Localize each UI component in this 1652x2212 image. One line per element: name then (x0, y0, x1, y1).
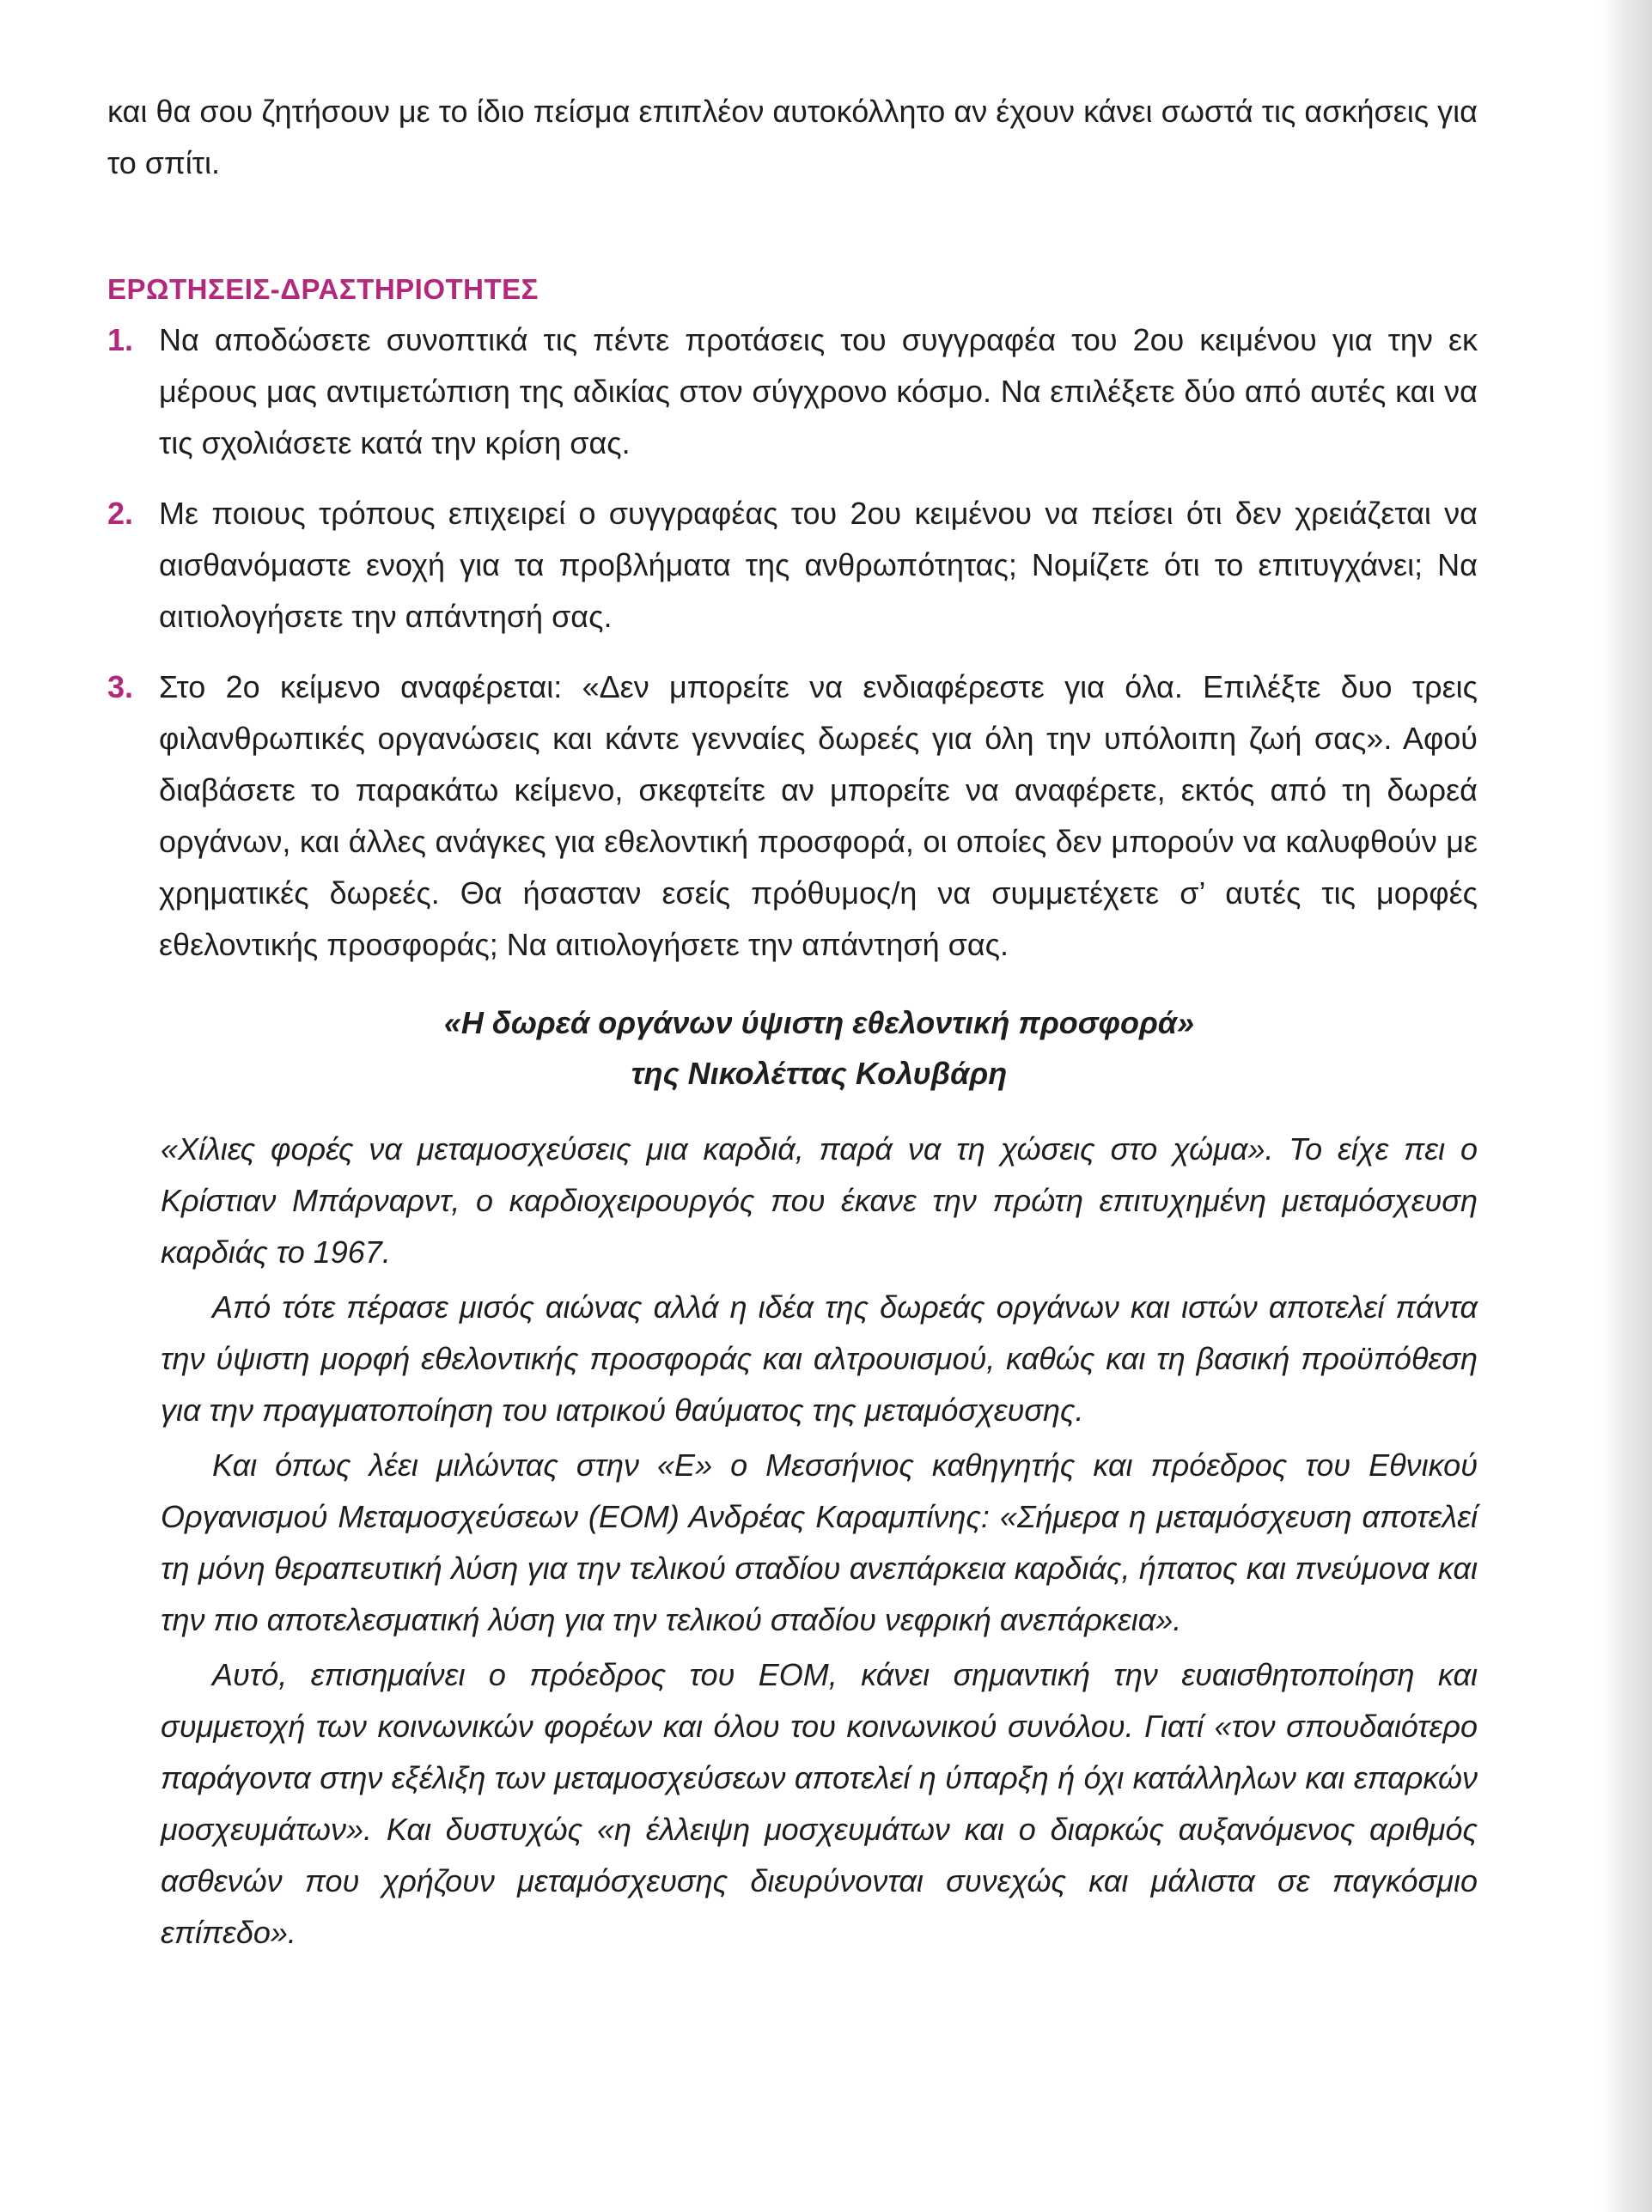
question-number: 2. (107, 496, 134, 531)
article-title: «Η δωρεά οργάνων ύψιστη εθελοντική προσφορά» (443, 1005, 1195, 1040)
question-text: Να αποδώσετε συνοπτικά τις πέντε προτάσεις του συγγραφέα του 2ου κειμένου για την εκ μέρους μας αντιμετώπιση της αδικίας στον σύγχρονο κόσμο. Να επιλέξετε δύο από αυτές και να τις σχολιάσετε κατά την κρίση σας. (159, 322, 1478, 460)
question-text: Με ποιους τρόπους επιχειρεί ο συγγραφέας του 2ου κειμένου να πείσει ότι δεν χρειάζεται να αισθανόμαστε ενοχή για τα προβλήματα της ανθρωπότητας; Νομίζετε ότι το επιτυγχάνει; Να αιτιολογήσετε την απάντησή σας. (159, 496, 1478, 634)
page-content (107, 86, 1478, 1959)
article-paragraph: Από τότε πέρασε μισός αιώνας αλλά η ιδέα της δωρεάς οργάνων και ιστών αποτελεί πάντα την ύψιστη μορφή εθελοντικής προσφοράς και αλτρουισμού, καθώς και τη βασική προϋπόθεση για την πραγματοποίηση του ιατρικού θαύματος της μεταμόσχευσης. (161, 1289, 1478, 1428)
question-number: 3. (107, 669, 134, 704)
question-item (107, 661, 1478, 971)
intro-paragraph: και θα σου ζητήσουν με το ίδιο πείσμα επιπλέον αυτοκόλλητο αν έχουν κάνει σωστά τις ασκήσεις για το σπίτι. (107, 94, 1478, 180)
question-item (107, 314, 1478, 469)
question-item (107, 488, 1478, 643)
article-byline: της Νικολέττας Κολυβάρη (631, 1056, 1008, 1091)
page-edge-shadow (1600, 0, 1652, 2212)
section-heading: ΕΡΩΤΗΣΕΙΣ-ΔΡΑΣΤΗΡΙΟΤΗΤΕΣ (107, 273, 539, 305)
article-paragraph: Και όπως λέει μιλώντας στην «Ε» ο Μεσσήνιος καθηγητής και πρόεδρος του Εθνικού Οργανισμού Μεταμοσχεύσεων (ΕΟΜ) Ανδρέας Καραμπίνης: «Σήμερα η μεταμόσχευση αποτελεί τη μόνη θεραπευτική λύση για την τελικού σταδίου ανεπάρκεια καρδιάς, ήπατος και πνεύμονα και την πιο αποτελεσματική λύση για την τελικού σταδίου νεφρική ανεπάρκεια». (161, 1447, 1478, 1637)
article-paragraph: Αυτό, επισημαίνει ο πρόεδρος του ΕΟΜ, κάνει σημαντική την ευαισθητοποίηση και συμμετοχή των κοινωνικών φορέων και όλου του κοινωνικού συνόλου. Γιατί «τον σπουδαιότερο παράγοντα στην εξέλιξη των μεταμοσχεύσεων αποτελεί η ύπαρξη ή όχι κατάλληλων και επαρκών μοσχευμάτων». Και δυστυχώς «η έλλειψη μοσχευμάτων και ο διαρκώς αυξανόμενος αριθμός ασθενών που χρήζουν μεταμόσχευσης διευρύνονται συνεχώς και μάλιστα σε παγκόσμιο επίπεδο». (161, 1657, 1478, 1950)
question-number: 1. (107, 322, 134, 357)
question-text: Στο 2ο κείμενο αναφέρεται: «Δεν μπορείτε να ενδιαφέρεστε για όλα. Επιλέξτε δυο τρεις φιλανθρωπικές οργανώσεις και κάντε γενναίες δωρεές για όλη την υπόλοιπη ζωή σας». Αφού διαβάσετε το παρακάτω κείμενο, σκεφτείτε αν μπορείτε να αναφέρετε, εκτός από τη δωρεά οργάνων, και άλλες ανάγκες για εθελοντική προσφορά, οι οποίες δεν μπορούν να καλυφθούν με χρηματικές δωρεές. Θα ήσασταν εσείς πρόθυμος/η να συμμετέχετε σ’ αυτές τις μορφές εθελοντικής προσφοράς; Να αιτιολογήσετε την απάντησή σας. (159, 669, 1478, 962)
article (107, 996, 1478, 1959)
article-paragraph: «Χίλιες φορές να μεταμοσχεύσεις μια καρδιά, παρά να τη χώσεις στο χώμα». Το είχε πει ο Κρίστιαν Μπάρναρντ, ο καρδιοχειρουργός που έκανε την πρώτη επιτυχημένη μεταμόσχευση καρδιάς το 1967. (161, 1131, 1478, 1270)
